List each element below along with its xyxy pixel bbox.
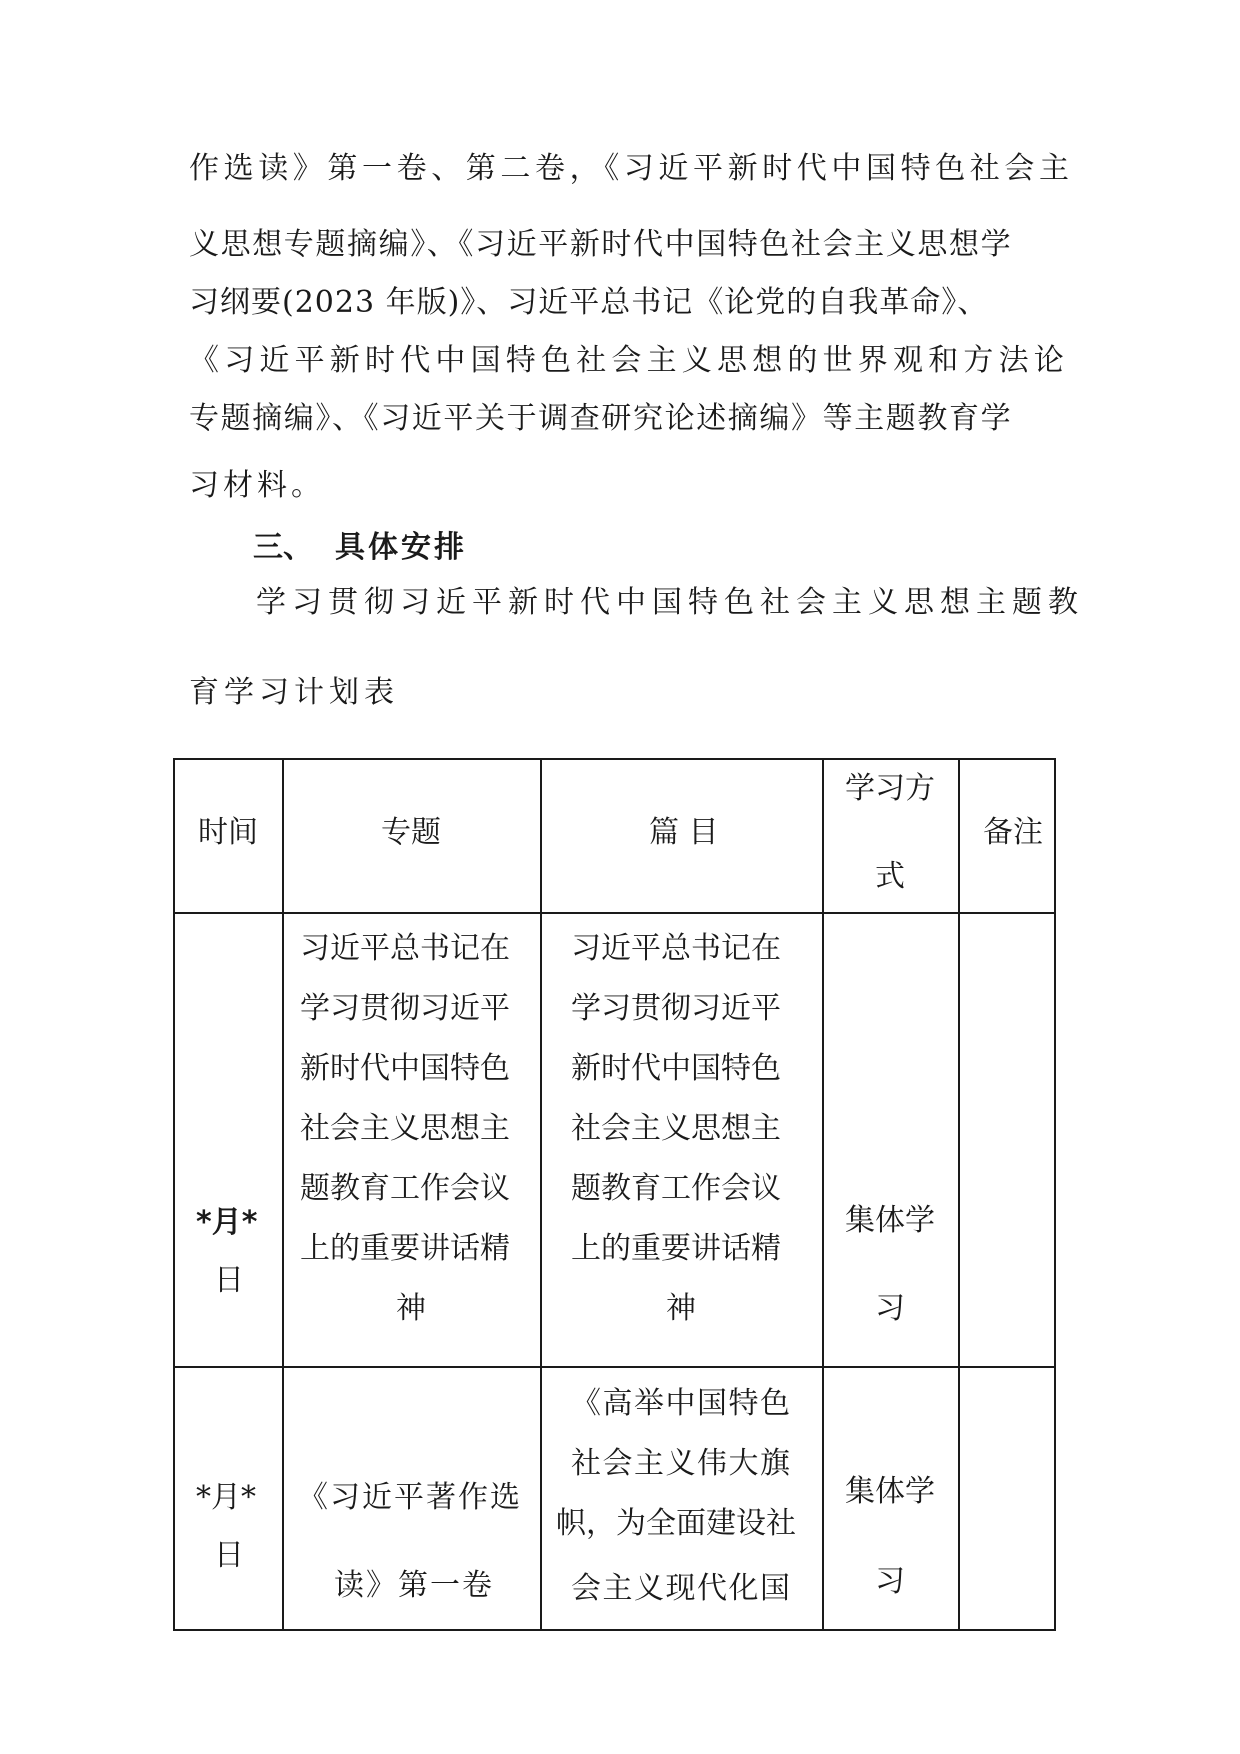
row-method: 集体学 (845, 1203, 935, 1238)
row-method: 习 (875, 1564, 905, 1599)
table-rule (1054, 758, 1056, 1631)
row-article: 题教育工作会议 (571, 1171, 781, 1206)
row-time: *月* (196, 1480, 256, 1515)
table-rule (173, 1366, 1056, 1368)
row-topic: 神 (396, 1291, 426, 1326)
paragraph-line: 专题摘编》、《习近平关于调查研究论述摘编》等主题教育学 (189, 401, 1013, 436)
table-rule (173, 758, 175, 1631)
row-article: 《高举中国特色 (571, 1386, 792, 1421)
header-topic: 专题 (381, 815, 441, 850)
section-number: 三、 (253, 530, 313, 565)
paragraph-line: 《习近平新时代中国特色社会主义思想的世界观和方法论 (189, 343, 1069, 378)
row-article: 帜，为全面建设社 (556, 1506, 796, 1541)
row-article: 社会主义伟大旗 (571, 1446, 792, 1481)
row-article: 习近平总书记在 (571, 931, 781, 966)
paragraph-line: 义思想专题摘编》、《习近平新时代中国特色社会主义思想学 (189, 227, 1013, 262)
row-method: 集体学 (845, 1474, 935, 1509)
table-rule (540, 758, 542, 1631)
row-topic: 新时代中国特色 (300, 1051, 510, 1086)
row-topic: 题教育工作会议 (300, 1171, 510, 1206)
row-article: 社会主义思想主 (571, 1111, 781, 1146)
table-rule (822, 758, 824, 1631)
header-method: 式 (875, 859, 905, 894)
table-rule (173, 912, 1056, 914)
section-title: 具体安排 (335, 530, 467, 565)
header-method: 学习方 (845, 771, 935, 806)
caption-line: 育学习计划表 (189, 675, 399, 710)
table-rule (958, 758, 960, 1631)
paragraph-line: 习纲要(2023 年版)》、习近平总书记《论党的自我革命》、 (189, 285, 989, 320)
header-note: 备注 (983, 815, 1043, 850)
row-method: 习 (875, 1291, 905, 1326)
table-rule (173, 758, 1056, 760)
row-topic: 习近平总书记在 (300, 931, 510, 966)
row-topic: 上的重要讲话精 (300, 1231, 510, 1266)
row-article: 学习贯彻习近平 (571, 991, 781, 1026)
table-rule (282, 758, 284, 1631)
paragraph-line: 作选读》第一卷、第二卷，《习近平新时代中国特色社会主 (189, 151, 1074, 186)
row-topic: 读》第一卷 (334, 1568, 494, 1603)
row-article: 上的重要讲话精 (571, 1231, 781, 1266)
header-time: 时间 (198, 815, 258, 850)
row-topic: 《习近平著作选 (298, 1480, 522, 1515)
row-article: 会主义现代化国 (571, 1571, 792, 1606)
table-rule (173, 1629, 1056, 1631)
row-article: 神 (666, 1291, 696, 1326)
header-article: 篇 目 (649, 815, 719, 850)
paragraph-line: 习材料。 (189, 468, 325, 503)
row-time: 日 (214, 1263, 244, 1298)
caption-line: 学习贯彻习近平新时代中国特色社会主义思想主题教 (256, 585, 1084, 620)
row-topic: 学习贯彻习近平 (300, 991, 510, 1026)
row-time: *月* (196, 1205, 258, 1240)
row-article: 新时代中国特色 (571, 1051, 781, 1086)
row-time: 日 (214, 1538, 244, 1573)
row-topic: 社会主义思想主 (300, 1111, 510, 1146)
